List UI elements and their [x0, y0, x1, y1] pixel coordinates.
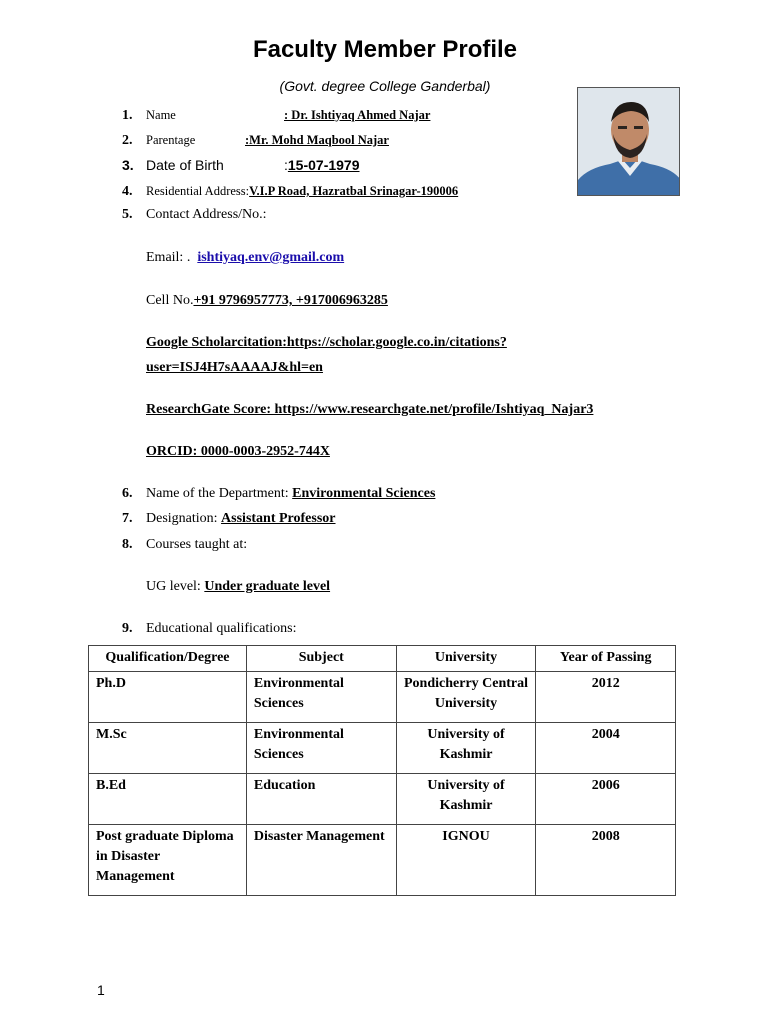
researchgate-line[interactable]: ResearchGate Score: https://www.researchgate.net/profile/Ishtiyaq_Najar3	[146, 402, 594, 417]
contact-label: Contact Address/No.:	[146, 207, 267, 222]
ug-line	[146, 579, 330, 595]
ug-value: Under graduate level	[204, 579, 331, 594]
year-cell: 2004	[536, 723, 676, 774]
department-row	[122, 486, 435, 502]
designation-label: Designation:	[146, 511, 218, 526]
designation-row	[122, 511, 336, 527]
dob-value-row: :15-07-1979	[284, 157, 360, 173]
dob-row	[122, 157, 224, 173]
degree-cell: B.Ed	[89, 774, 247, 825]
university-cell: IGNOU	[396, 825, 536, 896]
subject-cell: Environmental Sciences	[246, 723, 396, 774]
page-number: 1	[97, 982, 105, 998]
table-row	[89, 723, 676, 774]
year-cell: 2008	[536, 825, 676, 896]
university-cell: University of Kashmir	[396, 723, 536, 774]
item-number: 3.	[122, 157, 134, 173]
table-row	[89, 774, 676, 825]
parentage-value-row	[245, 133, 389, 148]
education-table	[88, 645, 676, 896]
item-number: 6.	[122, 486, 133, 501]
item-number: 5.	[122, 207, 133, 222]
orcid-line[interactable]: ORCID: 0000-0003-2952-744X	[146, 444, 330, 459]
item-number: 2.	[122, 133, 133, 148]
education-row	[122, 621, 296, 637]
dob-label: Date of Birth	[146, 157, 224, 173]
item-number: 9.	[122, 621, 133, 636]
department-value: Environmental Sciences	[292, 486, 436, 501]
page-title: Faculty Member Profile	[252, 36, 518, 63]
scholar-line-1[interactable]: Google Scholarcitation:https://scholar.google.co.in/citations?	[146, 335, 507, 350]
name-value: : Dr. Ishtiyaq Ahmed Najar	[284, 108, 431, 122]
table-header-row	[89, 646, 676, 672]
year-cell: 2006	[536, 774, 676, 825]
subject-cell: Environmental Sciences	[246, 672, 396, 723]
degree-cell: Post graduate Diploma in Disaster Management	[89, 825, 247, 896]
degree-cell: M.Sc	[89, 723, 247, 774]
year-cell: 2012	[536, 672, 676, 723]
item-number: 1.	[122, 108, 133, 123]
parentage-row	[122, 133, 195, 149]
item-number: 7.	[122, 511, 133, 526]
column-header: Subject	[246, 646, 396, 672]
subject-cell: Education	[246, 774, 396, 825]
university-cell: University of Kashmir	[396, 774, 536, 825]
name-row	[122, 108, 176, 124]
parentage-label: Parentage	[146, 133, 196, 147]
email-label: Email: .	[146, 250, 191, 265]
table-row	[89, 825, 676, 896]
courses-label: Courses taught at:	[146, 537, 248, 552]
subject-cell: Disaster Management	[246, 825, 396, 896]
address-label: Residential Address:	[146, 184, 250, 198]
address-row	[122, 184, 458, 200]
name-label: Name	[146, 108, 176, 122]
page-subtitle: (Govt. degree College Ganderbal)	[279, 78, 491, 94]
dob-value: 15-07-1979	[287, 157, 360, 173]
parentage-value: :Mr. Mohd Maqbool Najar	[245, 133, 389, 147]
name-value-row	[284, 108, 430, 123]
column-header: Year of Passing	[536, 646, 676, 672]
education-label: Educational qualifications:	[146, 621, 297, 636]
column-header: Qualification/Degree	[89, 646, 247, 672]
courses-row	[122, 537, 247, 553]
designation-value: Assistant Professor	[221, 511, 336, 526]
degree-cell: Ph.D	[89, 672, 247, 723]
table-row	[89, 672, 676, 723]
address-value: V.I.P Road, Hazratbal Srinagar-190006	[249, 184, 459, 198]
cell-line	[146, 293, 388, 309]
item-number: 4.	[122, 184, 133, 199]
portrait-image	[578, 88, 680, 196]
email-line	[146, 250, 344, 266]
cell-value: +91 9796957773, +917006963285	[193, 293, 388, 308]
department-label: Name of the Department:	[146, 486, 289, 501]
email-link[interactable]: ishtiyaq.env@gmail.com	[197, 250, 345, 265]
profile-photo	[577, 87, 680, 196]
cell-label: Cell No.	[146, 293, 194, 308]
ug-label: UG level:	[146, 579, 201, 594]
column-header: University	[396, 646, 536, 672]
university-cell: Pondicherry Central University	[396, 672, 536, 723]
contact-row	[122, 207, 267, 223]
item-number: 8.	[122, 537, 133, 552]
scholar-line-2[interactable]: user=ISJ4H7sAAAAJ&hl=en	[146, 360, 323, 375]
